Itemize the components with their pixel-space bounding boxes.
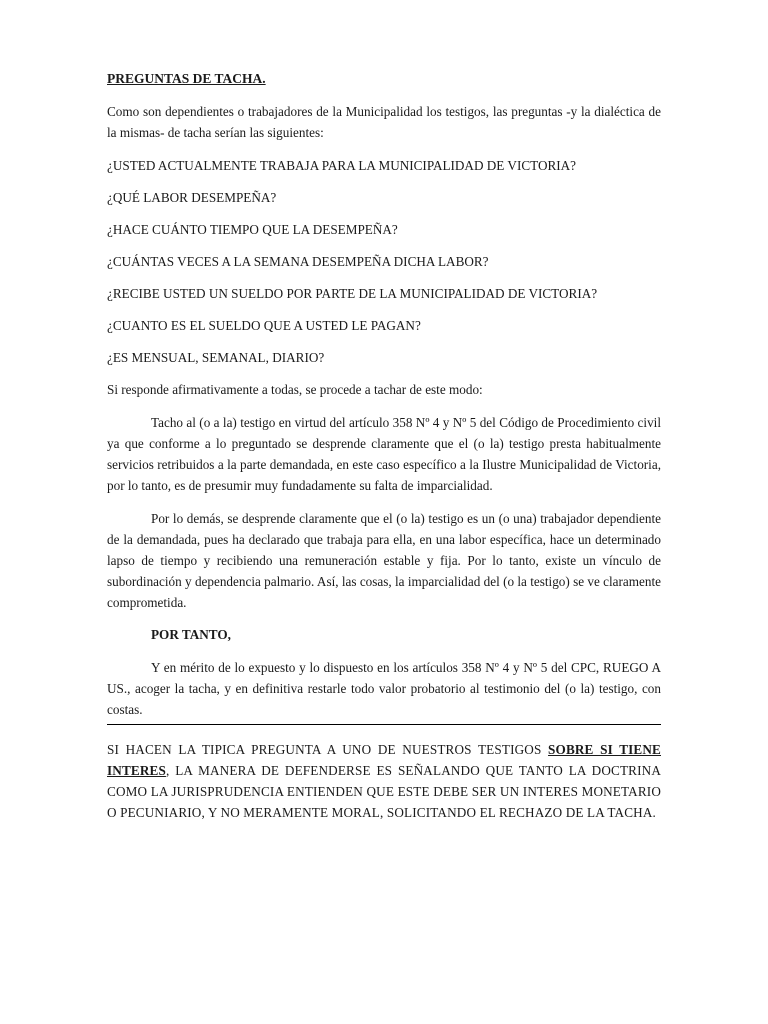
defense-note	[107, 739, 661, 823]
question-item: ¿QUÉ LABOR DESEMPEÑA?	[107, 190, 277, 205]
defense-note-text: , LA MANERA DE DEFENDERSE ES SEÑALANDO QUE TANTO LA DOCTRINA COMO LA JURISPRUDENCIA ENTIENDEN QUE ESTE DEBE SER UN INTERES MONETARIO O PECUNIARIO, Y NO MERAMENTE MORAL, SOLICITANDO EL RECHAZO DE LA TACHA.	[107, 763, 661, 820]
question-item: ¿RECIBE USTED UN SUELDO POR PARTE DE LA MUNICIPALIDAD DE VICTORIA?	[107, 286, 598, 301]
por-tanto-heading: POR TANTO,	[151, 627, 231, 642]
question-item: ¿CUANTO ES EL SUELDO QUE A USTED LE PAGAN?	[107, 318, 421, 333]
tacha-paragraph: Tacho al (o a la) testigo en virtud del artículo 358 Nº 4 y Nº 5 del Código de Procedimiento civil ya que conforme a lo preguntado se desprende claramente que el (o la) testigo presta habitualmente servicios retribuidos a la parte demandada, en este caso específico a la Ilustre Municipalidad de Victoria, por lo tanto, es de presumir muy fundadamente su falta de imparcialidad.	[107, 415, 661, 493]
intro-paragraph: Como son dependientes o trabajadores de la Municipalidad los testigos, las preguntas -y la dialéctica de la mismas- de tacha serían las siguientes:	[107, 104, 661, 140]
question-item: ¿USTED ACTUALMENTE TRABAJA PARA LA MUNICIPALIDAD DE VICTORIA?	[107, 158, 577, 173]
section-heading: PREGUNTAS DE TACHA.	[107, 71, 266, 86]
question-item: ¿HACE CUÁNTO TIEMPO QUE LA DESEMPEÑA?	[107, 222, 398, 237]
subordination-paragraph: Por lo demás, se desprende claramente que el (o la) testigo es un (o una) trabajador dependiente de la demandada, pues ha declarado que trabaja para ella, en una labor específica, hace un determinado lapso de tiempo y recibiendo una remuneración estable y fija. Por lo tanto, existe un vínculo de subordinación y dependencia palmario. Así, las cosas, la imparcialidad del (o la testigo) se ve claramente comprometida.	[107, 511, 661, 610]
petition-paragraph: Y en mérito de lo expuesto y lo dispuesto en los artículos 358 Nº 4 y Nº 5 del CPC, RUEGO A US., acoger la tacha, y en definitiva restarle todo valor probatorio al testimonio del (o la) testigo, con costas.	[107, 660, 661, 717]
question-item: ¿ES MENSUAL, SEMANAL, DIARIO?	[107, 350, 325, 365]
document-page	[107, 69, 661, 823]
question-item: ¿CUÁNTAS VECES A LA SEMANA DESEMPEÑA DICHA LABOR?	[107, 254, 489, 269]
defense-note-text: SI HACEN LA TIPICA PREGUNTA A UNO DE NUESTROS TESTIGOS	[107, 742, 549, 757]
transition-text: Si responde afirmativamente a todas, se procede a tachar de este modo:	[107, 382, 483, 397]
defense-note-emphasis: SOBRE SI TIENE INTERES	[107, 742, 661, 778]
divider-line	[107, 724, 661, 725]
